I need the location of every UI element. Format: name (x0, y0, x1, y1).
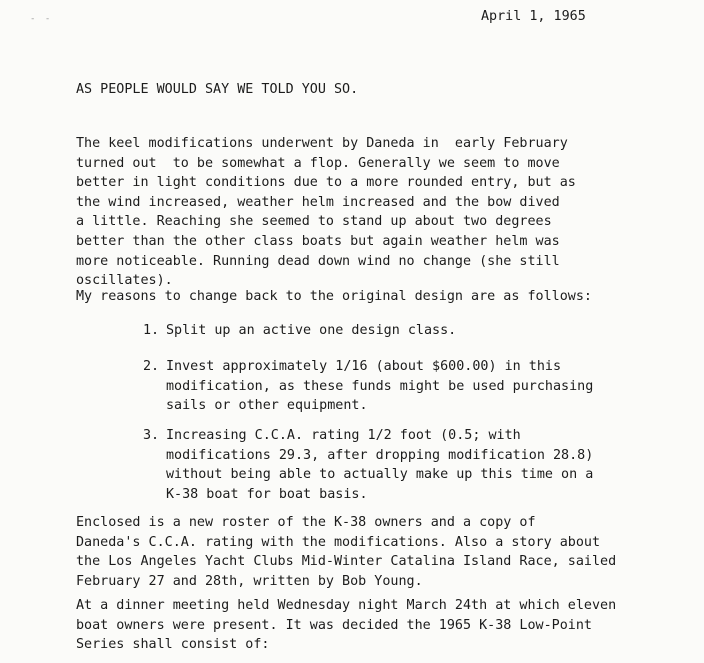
text-line: Increasing C.C.A. rating 1/2 foot (0.5; with (166, 428, 521, 443)
text-line: the Los Angeles Yacht Clubs Mid-Winter Catalina Island Race, sailed (76, 554, 617, 570)
text-line: K-38 boat for boat basis. (166, 486, 368, 502)
paragraph-dinner-meeting (76, 596, 616, 655)
list-number: 3. (143, 428, 160, 443)
text-line: The keel modifications underwent by Daneda in early February (76, 136, 568, 151)
text-line: Series shall consist of: (76, 637, 270, 653)
list-number: 2. (143, 359, 160, 374)
text-line: better in light conditions due to a more rounded entry, but as (76, 175, 576, 191)
list-item-3 (143, 426, 593, 504)
text-line: Split up an active one design class. (166, 323, 457, 338)
text-line: February 27 and 28th, written by Bob Young. (76, 573, 423, 589)
text-line: Enclosed is a new roster of the K-38 owners and a copy of (76, 515, 536, 530)
paragraph-keel-modifications (76, 134, 576, 291)
text-line: turned out to be somewhat a flop. Generally we seem to move (76, 155, 560, 171)
letter-date: April 1, 1965 (481, 9, 586, 24)
paragraph-enclosed-roster (76, 513, 616, 591)
text-line: boat owners were present. It was decided the 1965 K-38 Low-Point (76, 617, 592, 633)
text-line: without being able to actually make up this time on a (166, 467, 594, 483)
list-number: 1. (143, 323, 160, 338)
text-line: modifications 29.3, after dropping modification 28.8) (166, 447, 594, 463)
paragraph-reasons-intro (76, 287, 592, 307)
text-line: a little. Reaching she seemed to stand up about two degrees (76, 214, 552, 230)
text-line: modification, as these funds might be used purchasing (166, 378, 594, 394)
text-line: oscillates). (76, 273, 173, 289)
list-item-2 (143, 357, 593, 416)
list-item-1 (143, 321, 456, 341)
text-line: My reasons to change back to the original design are as follows: (76, 289, 592, 304)
text-line: At a dinner meeting held Wednesday night March 24th at which eleven (76, 598, 617, 613)
text-line: Daneda's C.C.A. rating with the modifications. Also a story about (76, 534, 601, 550)
text-line: more noticeable. Running dead down wind no change (she still (76, 253, 560, 269)
corner-mark: - - (30, 14, 53, 24)
letter-heading: AS PEOPLE WOULD SAY WE TOLD YOU SO. (76, 82, 359, 97)
text-line: sails or other equipment. (166, 398, 368, 414)
text-line: the wind increased, weather helm increased and the bow dived (76, 194, 560, 210)
text-line: Invest approximately 1/16 (about $600.00) in this (166, 359, 562, 374)
text-line: better than the other class boats but again weather helm was (76, 233, 560, 249)
